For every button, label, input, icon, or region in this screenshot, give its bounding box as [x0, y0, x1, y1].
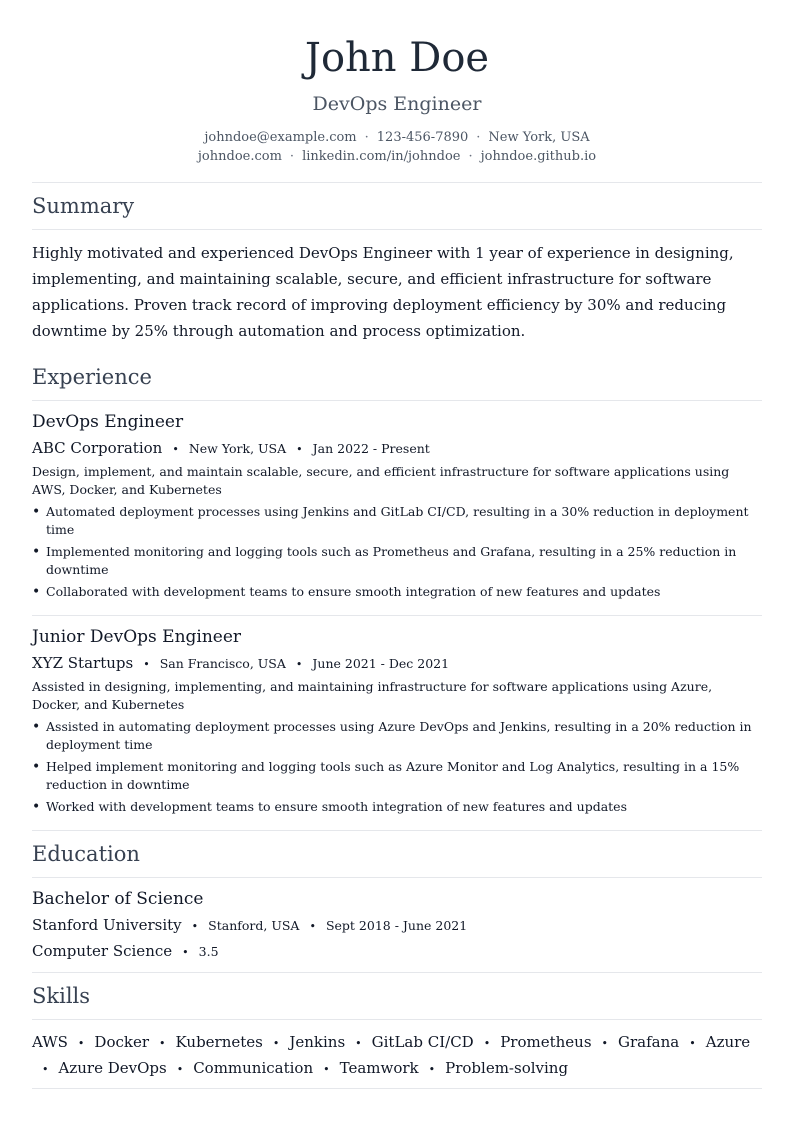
achievement-item: • Worked with development teams to ensure smooth integration of new features and updates [32, 798, 762, 816]
github-link[interactable]: johndoe.github.io [480, 149, 597, 164]
achievement-item: • Collaborated with development teams to ensure smooth integration of new features and updates [32, 583, 762, 601]
achievement-item: • Automated deployment processes using Jenkins and GitLab CI/CD, resulting in a 30% reduction in deployment time [32, 503, 762, 539]
job-description: Assisted in designing, implementing, and maintaining infrastructure for software applications using Azure, Docker, and Kubernetes [32, 679, 713, 712]
candidate-role: DevOps Engineer [312, 93, 482, 115]
skill-separator: • [355, 1037, 362, 1050]
skill-item: Azure [705, 1033, 751, 1051]
gpa: 3.5 [198, 944, 219, 959]
skill-item: Kubernetes [175, 1033, 263, 1051]
skill-separator: • [483, 1037, 491, 1050]
degree: Bachelor of Science [32, 889, 204, 909]
experience-section [32, 354, 762, 831]
contact-separator: · [476, 130, 481, 145]
skills-section [32, 973, 762, 1089]
contact-info [32, 128, 762, 166]
job-achievements [32, 503, 762, 601]
education-field-meta [32, 941, 762, 962]
job-dates: June 2021 - Dec 2021 [312, 656, 450, 671]
school-location: Stanford, USA [208, 918, 300, 933]
education-entry [32, 888, 762, 972]
skill-separator: • [323, 1063, 330, 1076]
contact-separator: · [289, 149, 295, 164]
skill-separator: • [272, 1037, 280, 1050]
section-divider [32, 400, 762, 401]
achievement-item: • Helped implement monitoring and logging tools such as Azure Monitor and Log Analytics, resulting in a 15% reduction in downtime [32, 758, 762, 794]
email-link[interactable]: johndoe@example.com [204, 130, 357, 145]
section-divider [32, 877, 762, 878]
skill-separator: • [601, 1037, 609, 1050]
job-dates: Jan 2022 - Present [312, 441, 430, 456]
contact-row-2 [32, 147, 762, 166]
website-link[interactable]: johndoe.com [197, 149, 282, 164]
job-title: Junior DevOps Engineer [32, 627, 242, 647]
meta-separator: • [172, 443, 179, 456]
education-section [32, 831, 762, 973]
skill-separator: • [159, 1037, 166, 1050]
experience-title: Experience [32, 365, 152, 389]
skill-item: Communication [193, 1059, 314, 1077]
skill-item: GitLab CI/CD [371, 1033, 474, 1051]
skill-separator: • [689, 1037, 696, 1050]
skill-item: Teamwork [339, 1059, 419, 1077]
location: New York, USA [488, 130, 590, 145]
contact-row-1 [32, 128, 762, 147]
education-dates: Sept 2018 - June 2021 [325, 918, 468, 933]
summary-title: Summary [32, 194, 135, 218]
meta-separator: • [182, 946, 189, 959]
meta-separator: • [143, 658, 150, 671]
section-divider [32, 1019, 762, 1020]
linkedin-link[interactable]: linkedin.com/in/johndoe [302, 149, 461, 164]
resume-header [32, 0, 762, 166]
section-divider [32, 229, 762, 230]
school-name: Stanford University [32, 916, 182, 934]
candidate-name: John Doe [304, 35, 490, 81]
company-name: ABC Corporation [32, 439, 163, 457]
contact-separator: · [364, 130, 369, 145]
job-location: San Francisco, USA [159, 656, 286, 671]
field-of-study: Computer Science [32, 942, 173, 960]
skills-title: Skills [32, 984, 91, 1008]
education-title: Education [32, 842, 140, 866]
contact-separator: · [468, 149, 473, 164]
skills-list [32, 1030, 762, 1088]
job-entry [32, 626, 762, 830]
job-entry [32, 411, 762, 615]
skill-separator: • [77, 1037, 85, 1050]
job-divider [32, 615, 762, 616]
skill-separator: • [428, 1063, 436, 1076]
achievement-item: • Assisted in automating deployment processes using Azure DevOps and Jenkins, resulting in a 20% reduction in deployment time [32, 718, 762, 754]
meta-separator: • [295, 658, 303, 671]
skill-item: AWS [32, 1033, 68, 1051]
skill-separator: • [42, 1063, 49, 1076]
skill-item: Azure DevOps [58, 1059, 167, 1077]
job-location: New York, USA [188, 441, 287, 456]
summary-section [32, 183, 762, 344]
skill-item: Prometheus [500, 1033, 592, 1051]
skill-item: Jenkins [289, 1033, 346, 1051]
summary-text: Highly motivated and experienced DevOps Engineer with 1 year of experience in designing, implementing, and maintaining scalable, secure, and efficient infrastructure for software applications. Proven track record of improving deployment efficiency by 30% and reducing downtime by 25% through automation and process optimization. [32, 244, 734, 340]
skill-item: Docker [94, 1033, 150, 1051]
meta-separator: • [191, 920, 199, 933]
section-end-divider [32, 1088, 762, 1089]
skill-separator: • [176, 1063, 184, 1076]
meta-separator: • [309, 920, 316, 933]
achievement-item: • Implemented monitoring and logging tools such as Prometheus and Grafana, resulting in a 25% reduction in downtime [32, 543, 762, 579]
job-achievements [32, 718, 762, 816]
skill-item: Grafana [618, 1033, 680, 1051]
job-description: Design, implement, and maintain scalable, secure, and efficient infrastructure for software applications using AWS, Docker, and Kubernetes [32, 464, 730, 497]
education-meta [32, 915, 762, 936]
skill-item: Problem-solving [445, 1059, 569, 1077]
job-title: DevOps Engineer [32, 412, 184, 432]
job-meta [32, 438, 762, 459]
company-name: XYZ Startups [32, 654, 134, 672]
meta-separator: • [296, 443, 303, 456]
phone-number[interactable]: 123-456-7890 [376, 130, 469, 145]
job-meta [32, 653, 762, 674]
